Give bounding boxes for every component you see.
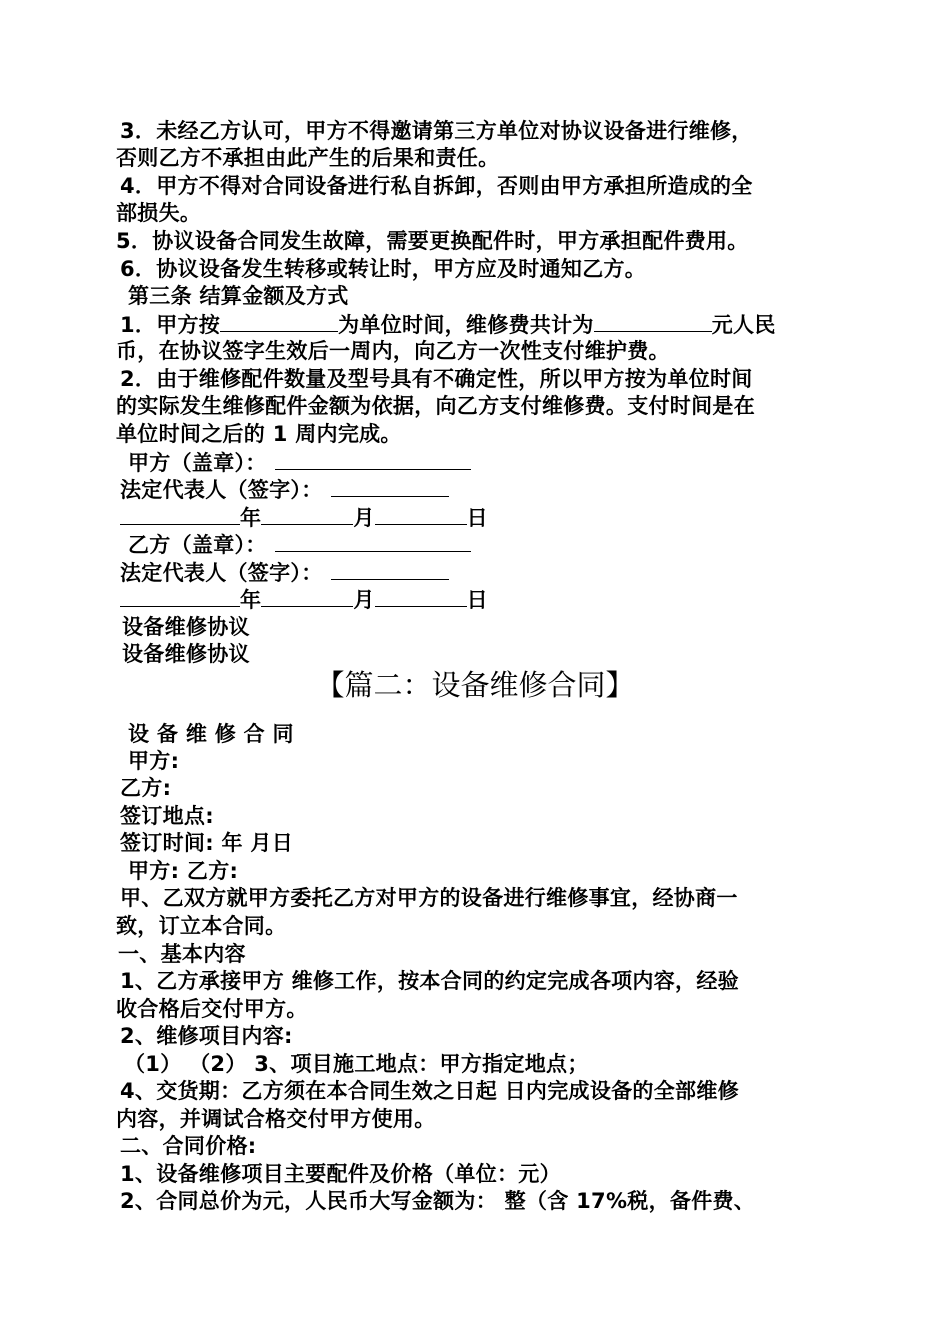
item-4-line2: 内容，并调试合格交付甲方使用。 (116, 1107, 436, 1131)
month-blank (261, 586, 353, 607)
para1-text-a: 1．甲方按 (120, 313, 221, 337)
para1-text-b: 为单位时间，维修费共计为 (338, 313, 594, 337)
party-b-seal-blank (275, 531, 471, 552)
clause-3-line1: 3．未经乙方认可，甲方不得邀请第三方单位对协议设备进行维修， (120, 119, 753, 143)
article-3-heading: 第三条 结算金额及方式 (128, 284, 349, 308)
article-3-para2-line3: 单位时间之后的 1 周内完成。 (116, 422, 402, 446)
month-blank (261, 504, 353, 525)
party-a-seal-label: 甲方（盖章）： (128, 451, 267, 475)
party-a-seal-blank (275, 449, 471, 470)
signing-place: 签订地点: (120, 804, 214, 828)
article-3-para2-line1: 2．由于维修配件数量及型号具有不确定性，所以甲方按为单位时间 (120, 367, 753, 391)
section-2-heading: 二、合同价格: (120, 1134, 257, 1158)
contract-parties: 甲方: 乙方: (128, 859, 239, 883)
intro-line2: 致，订立本合同。 (116, 914, 287, 938)
signing-time: 签订时间: 年 月日 (120, 831, 294, 855)
item-2: 2、维修项目内容: (120, 1024, 293, 1048)
intro-line1: 甲、乙双方就甲方委托乙方对甲方的设备进行维修事宜，经协商一 (120, 886, 738, 910)
footer-title-1: 设备维修协议 (122, 615, 250, 639)
day-label: 日 (466, 506, 488, 530)
unit-time-blank (220, 311, 338, 332)
party-a-rep-line (120, 476, 449, 503)
day-label: 日 (466, 588, 488, 612)
footer-title-2: 设备维修协议 (122, 642, 250, 666)
section-2-title: 【篇二：设备维修合同】 (315, 668, 635, 702)
party-a-seal-line (128, 449, 471, 476)
item-1-line1: 1、乙方承接甲方 维修工作，按本合同的约定完成各项内容，经验 (120, 969, 739, 993)
clause-4-line2: 部损失。 (116, 201, 202, 225)
party-b-seal-line (128, 531, 471, 558)
party-a-rep-blank (331, 476, 449, 497)
contract-heading: 设 备 维 修 合 同 (128, 722, 294, 746)
clause-3-line2: 否则乙方不承担由此产生的后果和责任。 (116, 146, 500, 170)
article-3-para1-line1 (120, 311, 776, 338)
party-a-rep-label: 法定代表人（签字）： (120, 478, 323, 502)
contract-party-b: 乙方: (120, 776, 172, 800)
price-item-2: 2、合同总价为元，人民币大写金额为： 整（含 17%税，备件费、 (120, 1189, 756, 1213)
month-label: 月 (353, 506, 375, 530)
year-label: 年 (240, 588, 262, 612)
party-b-rep-line (120, 559, 449, 586)
clause-6: 6．协议设备发生转移或转让时，甲方应及时通知乙方。 (120, 257, 647, 281)
party-b-rep-blank (331, 559, 449, 580)
party-b-date-line (120, 586, 488, 613)
fee-amount-blank (594, 311, 712, 332)
clause-5: 5．协议设备合同发生故障，需要更换配件时，甲方承担配件费用。 (116, 229, 749, 253)
article-3-para1-line2: 币，在协议签字生效后一周内，向乙方一次性支付维护费。 (116, 339, 670, 363)
party-b-rep-label: 法定代表人（签字）： (120, 561, 323, 585)
year-blank (120, 504, 240, 525)
year-label: 年 (240, 506, 262, 530)
party-a-date-line (120, 504, 488, 531)
price-item-1: 1、设备维修项目主要配件及价格（单位：元） (120, 1162, 561, 1186)
item-2-subitems: （1） （2） 3、项目施工地点：甲方指定地点； (124, 1052, 589, 1076)
year-blank (120, 586, 240, 607)
para1-text-c: 元人民 (711, 313, 776, 337)
section-1-heading: 一、基本内容 (118, 942, 246, 966)
day-blank (375, 504, 467, 525)
party-b-seal-label: 乙方（盖章）： (128, 533, 267, 557)
contract-party-a: 甲方: (128, 749, 180, 773)
item-1-line2: 收合格后交付甲方。 (116, 997, 308, 1021)
month-label: 月 (353, 588, 375, 612)
clause-4-line1: 4．甲方不得对合同设备进行私自拆卸，否则由甲方承担所造成的全 (120, 174, 753, 198)
item-4-line1: 4、交货期：乙方须在本合同生效之日起 日内完成设备的全部维修 (120, 1079, 739, 1103)
day-blank (375, 586, 467, 607)
article-3-para2-line2: 的实际发生维修配件金额为依据，向乙方支付维修费。支付时间是在 (116, 394, 755, 418)
